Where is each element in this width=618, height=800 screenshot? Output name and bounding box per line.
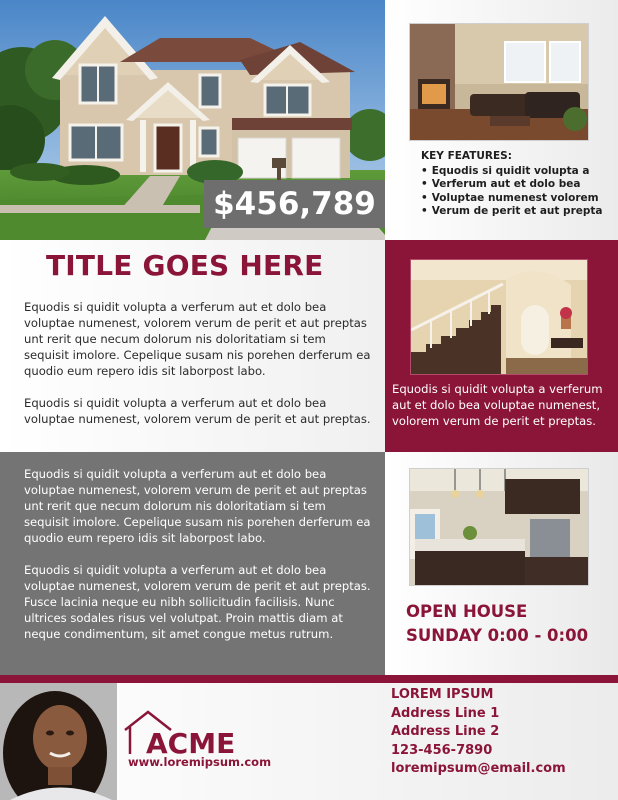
living-room-photo (409, 23, 589, 141)
key-features-heading: KEY FEATURES: (421, 150, 512, 162)
intro-paragraph-2: Equodis si quidit volupta a verferum aut et dolo bea voluptae numenest, volorem verum de perit et aut preptas. (24, 396, 371, 426)
contact-address-1: Address Line 1 (391, 705, 500, 721)
open-house-info (406, 600, 588, 648)
contact-info (391, 686, 566, 779)
key-features-list (421, 165, 611, 219)
feature-item: • Equodis si quidit volupta a (421, 165, 611, 179)
stairs-caption: Equodis si quidit volupta a verferum aut et dolo bea voluptae numenest, volorem verum de perit et preptas. (392, 382, 603, 428)
logo-wordmark: ACME (146, 727, 236, 760)
feature-item: • Verum de perit et aut prepta (421, 205, 611, 219)
contact-name: LOREM IPSUM (391, 687, 494, 702)
agent-portrait-photo (0, 683, 117, 800)
feature-item: • Verferum aut et dolo bea (421, 178, 611, 192)
contact-address-2: Address Line 2 (391, 724, 500, 739)
website-link[interactable]: www.loremipsum.com (128, 755, 272, 769)
feature-item: • Voluptae numenest volorem (421, 192, 611, 206)
staircase-photo (410, 259, 588, 375)
intro-paragraph: Equodis si quidit volupta a verferum aut et dolo bea voluptae numenest, volorem verum de perit et aut preptas unt rerit que necum dolorum nis doloritatiam si tem sequisit imolore. Cepelique susam nis porehen derferum ea quodio eum repero idis sit laborpost labo. (24, 300, 371, 378)
details-paragraph: Equodis si quidit volupta a verferum aut et dolo bea voluptae numenest, volorem verum de perit et aut preptas unt rerit que necum dolorum nis doloritatiam si tem sequisit imolore. Cepelique susam nis porehen derferum ea quodio eum repero idis sit laborpost labo. (24, 467, 371, 545)
kitchen-photo (409, 468, 589, 586)
open-house-label: OPEN HOUSE (406, 602, 528, 621)
price-value: $456,789 (213, 186, 376, 222)
page-title: TITLE GOES HERE (46, 249, 324, 282)
contact-phone[interactable]: 123-456-7890 (391, 742, 493, 758)
key-features (421, 150, 611, 219)
open-house-time: SUNDAY 0:00 - 0:00 (406, 626, 589, 645)
contact-email[interactable]: loremipsum@email.com (391, 761, 566, 776)
details-paragraph-2: Equodis si quidit volupta a verferum aut et dolo bea voluptae numenest, volorem verum de perit et aut preptas. Fusce lacinia neque eu nibh sollicitudin facilisis. Nunc ultrices sodales risus vel volutpat. Proin mattis diam at neque condimentum, sit amet congue metus rutrum. (24, 563, 371, 641)
price-tag (204, 180, 385, 228)
footer-divider (0, 675, 618, 683)
